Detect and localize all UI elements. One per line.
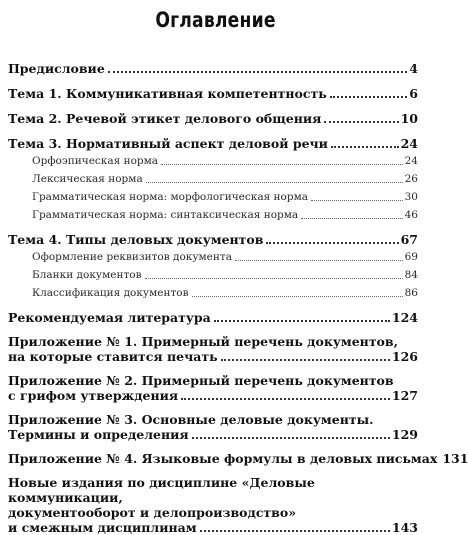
toc-entry-topic-4[interactable] (8, 232, 418, 247)
toc-page-number: 30 (404, 191, 418, 203)
toc-subentry-label: Грамматическая норма: морфологическая норма (32, 191, 309, 203)
toc-entry-label-line: и смежным дисциплинам (8, 520, 197, 535)
dot-leader (324, 111, 398, 123)
dot-leader (266, 232, 398, 244)
toc-entry-label-line: Приложение № 3. Основные деловые документы. (8, 412, 374, 427)
toc-entry-appendix-1[interactable] (8, 334, 418, 364)
dot-leader (161, 156, 403, 165)
toc-entry-label-line: Термины и определения (8, 427, 189, 442)
toc-page-number: 127 (391, 388, 418, 403)
toc-subentry-label: Классификация документов (32, 287, 189, 299)
toc-page-number: 4 (409, 61, 418, 76)
toc-entry-label-line: Приложение № 2. Примерный перечень документов (8, 373, 394, 388)
page-title: Оглавление (155, 8, 276, 32)
toc-entry-label: Тема 4. Типы деловых документов (8, 232, 264, 247)
toc-subentry[interactable] (8, 251, 418, 264)
table-of-contents (8, 61, 468, 535)
dot-leader (146, 174, 403, 183)
toc-page-number: 129 (391, 427, 418, 442)
toc-subentry-label: Лексическая норма (32, 173, 143, 185)
dot-leader (192, 288, 403, 297)
toc-subentry[interactable] (8, 191, 418, 204)
toc-page-number: 26 (404, 173, 418, 185)
toc-page-number: 126 (391, 349, 418, 364)
toc-entry-label: Рекомендуемая литература (8, 310, 211, 325)
toc-subentry-label: Бланки документов (32, 269, 142, 281)
toc-entry-label: Тема 1. Коммуникативная компетентность (8, 86, 327, 101)
toc-entry-label-line: с грифом утверждения (8, 388, 179, 403)
toc-page-number: 10 (400, 111, 418, 126)
dot-leader (192, 427, 390, 439)
toc-subentry-label: Оформление реквизитов документа (32, 251, 232, 263)
toc-entry-label: Приложение № 4. Языковые формулы в деловых письмах (8, 451, 438, 466)
toc-page-number: 69 (404, 251, 418, 263)
toc-page-number: 46 (404, 209, 418, 221)
toc-entry-label-line: Новые издания по дисциплине «Деловые коммуникации, (8, 475, 315, 505)
toc-page-number: 6 (409, 86, 418, 101)
dot-leader (311, 192, 403, 201)
dot-leader (214, 310, 390, 322)
toc-page-number: 24 (404, 155, 418, 167)
toc-entry-preface[interactable] (8, 61, 418, 76)
toc-page-number: 131 (442, 451, 468, 466)
toc-entry-appendix-4[interactable] (8, 451, 468, 466)
toc-subentry-label: Орфоэпическая норма (32, 155, 159, 167)
toc-entry-topic-1[interactable] (8, 86, 418, 101)
dot-leader (108, 61, 408, 73)
toc-subentry[interactable] (8, 173, 418, 186)
toc-page-number: 86 (404, 287, 418, 299)
toc-entry-label-line: Приложение № 1. Примерный перечень документов, (8, 334, 398, 349)
toc-entry-label: Предисловие (8, 61, 105, 76)
toc-entry-label-line: на которые ставится печать (8, 349, 218, 364)
toc-page-number: 24 (400, 136, 418, 151)
toc-entry-topic-3[interactable] (8, 136, 418, 151)
dot-leader (145, 270, 403, 279)
dot-leader (200, 520, 390, 532)
toc-subentry-label: Грамматическая норма: синтаксическая норма (32, 209, 299, 221)
toc-page-number: 67 (400, 232, 418, 247)
toc-entry-appendix-2[interactable] (8, 373, 418, 403)
dot-leader (331, 136, 399, 148)
dot-leader (235, 252, 403, 261)
dot-leader (330, 86, 408, 98)
toc-page-number: 124 (391, 310, 418, 325)
toc-subentry[interactable] (8, 155, 418, 168)
toc-entry-literature[interactable] (8, 310, 418, 325)
dot-leader (301, 210, 402, 219)
toc-entry-label: Тема 2. Речевой этикет делового общения (8, 111, 322, 126)
toc-subentry[interactable] (8, 209, 418, 222)
toc-page-number: 84 (404, 269, 418, 281)
toc-entry-new-editions[interactable] (8, 475, 418, 535)
toc-entry-label-line: документооборот и делопроизводство» (8, 505, 297, 520)
toc-entry-label: Тема 3. Нормативный аспект деловой речи (8, 136, 328, 151)
dot-leader (181, 388, 390, 400)
toc-subentry[interactable] (8, 269, 418, 282)
dot-leader (221, 349, 390, 361)
toc-entry-topic-2[interactable] (8, 111, 418, 126)
toc-page-number: 143 (391, 520, 418, 535)
toc-subentry[interactable] (8, 287, 418, 300)
toc-entry-appendix-3[interactable] (8, 412, 418, 442)
